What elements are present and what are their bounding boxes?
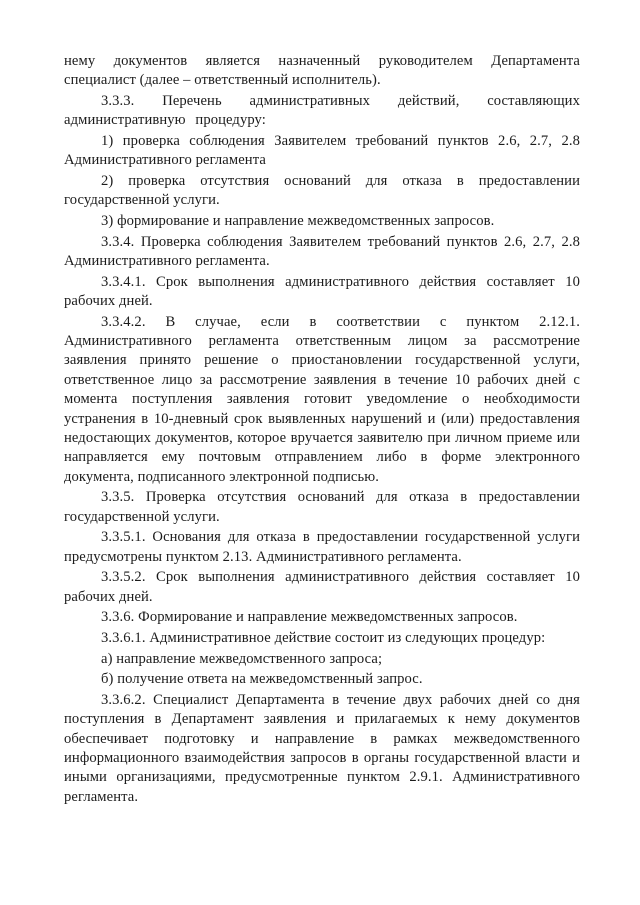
list-item-1: 1) проверка соблюдения Заявителем требований пунктов 2.6, 2.7, 2.8 Административного регламента: [64, 133, 580, 169]
list-item-a: а) направление межведомственного запроса;: [101, 650, 383, 667]
paragraph-3-3-6: 3.3.6. Формирование и направление межведомственных запросов.: [101, 609, 518, 626]
paragraph-3-3-6-2: 3.3.6.2. Специалист Департамента в течение двух рабочих дней со дня поступления в Департамент заявления и прилагаемых к нему документов обеспечивает подготовку и направление в рамках межведомственного информационного взаимодействия запросов в органы государственной власти и иными организациями, предусмотренные пунктом 2.9.1. Административного регламента.: [64, 691, 580, 805]
paragraph-3-3-4-2: 3.3.4.2. В случае, если в соответствии с пунктом 2.12.1. Административного регламента ответственным лицом за рассмотрение заявления принято решение о приостановлении государственной услуги, ответственное лицо за рассмотрение заявления в течение 10 рабочих дней с момента поступления заявления готовит уведомление о необходимости устранения в 10-дневный срок выявленных нарушений и (или) предоставления недостающих документов, которое вручается заявителю при личном приеме или направляется ему почтовым отправлением либо в форме электронного документа, подписанного электронной подписью.: [64, 313, 580, 485]
paragraph-3-3-5-1: 3.3.5.1. Основания для отказа в предоставлении государственной услуги предусмотрены пунктом 2.13. Административного регламента.: [64, 529, 580, 565]
paragraph-3-3-4-1: 3.3.4.1. Срок выполнения административного действия составляет 10 рабочих дней.: [64, 273, 580, 309]
list-item-2: 2) проверка отсутствия оснований для отказа в предоставлении государственной услуги.: [64, 173, 580, 209]
list-item-3: 3) формирование и направление межведомственных запросов.: [101, 213, 495, 229]
paragraph-continuation: нему документов является назначенный руководителем Департамента специалист (далее – ответственный исполнитель).: [64, 53, 580, 89]
document-page: [64, 52, 580, 808]
list-item-b: б) получение ответа на межведомственный запрос.: [101, 671, 423, 688]
paragraph-3-3-4: 3.3.4. Проверка соблюдения Заявителем требований пунктов 2.6, 2.7, 2.8 Административного регламента.: [64, 233, 580, 269]
paragraph-3-3-5-2: 3.3.5.2. Срок выполнения административного действия составляет 10 рабочих дней.: [64, 569, 580, 605]
paragraph-3-3-3: 3.3.3. Перечень административных действий, составляющих административную процедуру:: [64, 93, 580, 129]
paragraph-3-3-5: 3.3.5. Проверка отсутствия оснований для отказа в предоставлении государственной услуги.: [64, 489, 580, 525]
paragraph-3-3-6-1: 3.3.6.1. Административное действие состоит из следующих процедур:: [101, 630, 546, 647]
